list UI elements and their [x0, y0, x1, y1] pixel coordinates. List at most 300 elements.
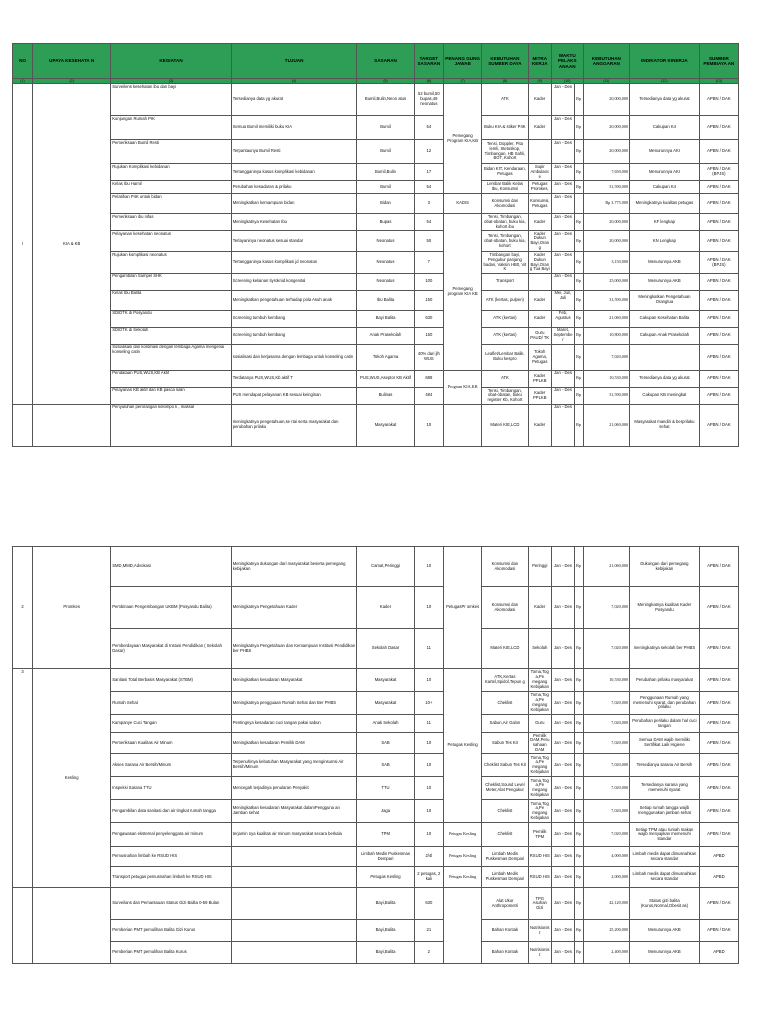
funding-source-cell: APBN / DAK (BPJS): [699, 164, 738, 181]
column-header: PENANG GUNG JAWAB: [444, 44, 482, 79]
table-row: [13, 231, 739, 252]
goal-cell: Meningkatkan kesadaran Masyarakat dalamPengguna an Jamban sehat: [231, 800, 357, 823]
schedule-cell: Jan - Des: [551, 733, 574, 754]
target-group-cell: Bumil,Bulin: [357, 164, 414, 181]
funding-source-cell: APBD: [699, 847, 738, 867]
target-count-cell: 10: [414, 823, 444, 847]
budget-cell: 7,020,000: [583, 733, 629, 754]
activity-cell: Surveilans dan Pemantauan Status Gizi Balita 0-59 Bulan: [111, 888, 231, 920]
funding-source-cell: APBN / DAK: [699, 181, 738, 194]
goal-cell: Meningkatnya pengguaan Rumah Sehat dan Ber PHBS: [231, 692, 357, 715]
partner-cell: [528, 273, 551, 290]
resource-cell: Tensi, Timbangan, obat-obatan, buku kia, kohort: [482, 231, 528, 252]
activity-cell: Pemusnahan limbah ke RSUD HIS: [111, 847, 231, 867]
currency-cell: Rp: [575, 116, 583, 140]
column-index: (5): [357, 79, 414, 84]
indicator-cell: Setiap rumah tangga wajib menggunakan jamban sehat: [630, 800, 700, 823]
indicator-cell: Tersedianya data yg akurat: [630, 370, 700, 387]
schedule-cell: Jan - Des: [551, 387, 574, 404]
schedule-cell: Jan - Des: [551, 754, 574, 777]
table-row: [13, 181, 739, 194]
budget-cell: 20,000,000: [583, 231, 629, 252]
column-header: SASARAN: [357, 44, 414, 79]
goal-cell: Tertangganinya kasus komplikasi jd neonatus: [231, 252, 357, 273]
currency-cell: Rp: [575, 754, 583, 777]
schedule-cell: [551, 344, 574, 370]
table-cell: [33, 404, 111, 446]
resource-cell: ATK: [482, 84, 528, 116]
table-cell: [13, 888, 33, 964]
column-index: (8): [482, 79, 528, 84]
target-count-cell: 10+: [414, 692, 444, 715]
funding-source-cell: APBN / DAK: [699, 84, 738, 116]
goal-cell: Perubahan kesadaran & prilaku: [231, 181, 357, 194]
activity-cell: Pemberian PMT pemulihan Balita Kurus: [111, 942, 231, 964]
resource-cell: ATK,Kertas Kartel,Spidol,Tepun g: [482, 669, 528, 692]
partner-cell: Pemilik TPM: [528, 823, 551, 847]
funding-source-cell: APBN / DAK: [699, 214, 738, 231]
goal-cell: terjamin nya kualitas air minum masyarakat secara berkala: [231, 823, 357, 847]
program-name: KIA & KB: [33, 84, 111, 405]
target-count-cell: 54: [414, 214, 444, 231]
target-count-cell: 10: [414, 777, 444, 800]
indicator-cell: KF lengkap: [630, 214, 700, 231]
budget-cell: 7,020,000: [583, 344, 629, 370]
target-group-cell: Bulinas: [357, 387, 414, 404]
budget-cell: 4,000,000: [583, 847, 629, 867]
budget-cell: 7,020,000: [583, 754, 629, 777]
schedule-cell: Jan - Des: [551, 181, 574, 194]
resource-cell: Materi KIE,LCD: [482, 404, 528, 446]
funding-source-cell: APBD: [699, 867, 738, 888]
target-count-cell: 3: [414, 194, 444, 214]
goal-cell: Meningkatnya Pengetahuan dan Kemampuan Institusi Pendidikan ber PHBS: [231, 629, 357, 669]
budget-cell: 20,000,000: [583, 116, 629, 140]
table-row: [13, 800, 739, 823]
goal-cell: Meningkatnya dukungan dari masyarakat beserta pemegang kebijakan: [231, 547, 357, 587]
target-count-cell: 7: [414, 252, 444, 273]
goal-cell: Terpantaunya Bumil Resti: [231, 140, 357, 164]
goal-cell: [231, 888, 357, 920]
column-header: TARGET SASARAN: [414, 44, 444, 79]
budget-cell: 10,530,000: [583, 669, 629, 692]
target-group-cell: Bumil: [357, 181, 414, 194]
table-row: [13, 715, 739, 733]
currency-cell: Rp: [575, 587, 583, 629]
partner-cell: Toma,Tog a,Pe megang Kebijakan: [528, 692, 551, 715]
budget-cell: 20,000,000: [583, 214, 629, 231]
schedule-cell: Jan - Des: [551, 547, 574, 587]
indicator-cell: Meningkatnya kualitas petugas: [630, 194, 700, 214]
activity-cell: Pemberdayaan Masyarakat di Instusi Pendidikan ( Sekolah Dasar): [111, 629, 231, 669]
column-index: (2): [33, 79, 111, 84]
resource-cell: Tensi, Timbangan, obat-obatan, buku register Kb, Kohort: [482, 387, 528, 404]
schedule-cell: Jan - Des: [551, 116, 574, 140]
budget-cell: 7,650,000: [583, 164, 629, 181]
funding-source-cell: APBN / DAK: [699, 733, 738, 754]
table-row: [13, 140, 739, 164]
indicator-cell: Cakupan KB meningkat: [630, 387, 700, 404]
indicator-cell: Cakupan Kesehatan Balita: [630, 310, 700, 327]
responsible-cell: Petugas Kesling: [444, 669, 482, 823]
column-index: (10): [551, 79, 583, 84]
goal-cell: PUS mendapat pelayanan KB sesuai keinginan: [231, 387, 357, 404]
target-group-cell: SAB: [357, 754, 414, 777]
funding-source-cell: APBN / DAK: [699, 231, 738, 252]
target-count-cell: 12: [414, 140, 444, 164]
target-count-cell: 10: [414, 547, 444, 587]
responsible-cell: Petugas Kesling: [444, 823, 482, 847]
funding-source-cell: APBN / DAK: [699, 290, 738, 310]
partner-cell: Kader: [528, 116, 551, 140]
budget-cell: 10,800,000: [583, 327, 629, 344]
table-row: [13, 777, 739, 800]
partner-cell: Kader PPLKB: [528, 387, 551, 404]
table-cell: [13, 404, 33, 446]
budget-cell: 7,020,000: [583, 629, 629, 669]
budget-cell: Rp 3.775.000: [583, 194, 629, 214]
currency-cell: Rp: [575, 290, 583, 310]
goal-cell: Tersedianya data yg akurat: [231, 84, 357, 116]
goal-cell: Tertangganinya kasus komplikasi kebidanan: [231, 164, 357, 181]
partner-cell: Kader: [528, 84, 551, 116]
target-count-cell: 150: [414, 327, 444, 344]
activity-cell: Transport petugas pemusnahan limbah ke RSUD HIS: [111, 867, 231, 888]
schedule-cell: Jan - Des: [551, 273, 574, 290]
column-index: (11): [583, 79, 629, 84]
target-count-cell: 150: [414, 290, 444, 310]
funding-source-cell: APBN / DAK: [699, 273, 738, 290]
table-row: [13, 669, 739, 692]
table-row: [13, 164, 739, 181]
schedule-cell: Jan - Des: [551, 231, 574, 252]
funding-source-cell: APBN / DAK: [699, 777, 738, 800]
indicator-cell: Menurunnya AKB: [630, 920, 700, 942]
column-header: NO: [13, 44, 33, 79]
target-group-cell: Bumil: [357, 116, 414, 140]
activity-cell: SDIDTK di Sekolah: [111, 327, 231, 344]
funding-source-cell: APBN / DAK: [699, 888, 738, 920]
activity-cell: Pelatihan P4K untuk bidan: [111, 194, 231, 214]
responsible-cell: Pemegang program KIA KB: [444, 214, 482, 371]
target-count-cell: 10: [414, 404, 444, 446]
partner-cell: [528, 140, 551, 164]
schedule-cell: Jan - Des: [551, 252, 574, 273]
table-row: [13, 214, 739, 231]
budget-cell: 7,020,000: [583, 800, 629, 823]
funding-source-cell: APBN / DAK: [699, 327, 738, 344]
schedule-cell: Jan - Des: [551, 823, 574, 847]
goal-cell: [231, 847, 357, 867]
budget-cell: 7,020,000: [583, 692, 629, 715]
column-header: KEBUTUHAN ANGGARAN: [583, 44, 629, 79]
target-group-cell: PUS,WUS,Aseptor KB Aktif: [357, 370, 414, 387]
activity-cell: Pembinaan Pengembangan UKBM (Posyandu Balita): [111, 587, 231, 629]
currency-cell: Rp: [575, 214, 583, 231]
column-index: (3): [111, 79, 231, 84]
table-row: [13, 847, 739, 867]
budget-cell: 31,590,000: [583, 290, 629, 310]
indicator-cell: Penggunaan Rumah yang memenuhi syarat, dan perubahan prilaku: [630, 692, 700, 715]
target-group-cell: Neonatus: [357, 252, 414, 273]
indicator-cell: Menurunnya AKB: [630, 942, 700, 964]
target-count-cell: 40% dari jlh WUS: [414, 344, 444, 370]
resource-cell: Konsumsi dan Akomodasi: [482, 194, 528, 214]
budget-cell: 42,120,000: [583, 888, 629, 920]
target-count-cell: 50: [414, 231, 444, 252]
column-header: KEGIATAN: [111, 44, 231, 79]
funding-source-cell: APBN / DAK: [699, 370, 738, 387]
table-row: [13, 344, 739, 370]
indicator-cell: Status gizi balita (Kurus,Normal,Obesit as): [630, 888, 700, 920]
currency-cell: Rp: [575, 387, 583, 404]
resource-cell: Konsumsi dan Akomodasi: [482, 547, 528, 587]
partner-cell: Pemilik DAM,Peru sahaan DAM: [530, 732, 550, 752]
partner-cell: Petugas Promkes,: [528, 181, 551, 194]
indicator-cell: Perubahan perilaku dalam hal cuci tangan: [630, 715, 700, 733]
funding-source-cell: APBN / DAK: [699, 587, 738, 629]
indicator-cell: KN Lengkap: [630, 231, 700, 252]
schedule-cell: Jan - Des: [551, 404, 574, 446]
currency-cell: Rp: [575, 181, 583, 194]
schedule-cell: Jan - Des: [551, 587, 574, 629]
column-index: (9): [528, 79, 551, 84]
goal-cell: Terpenuhinya kebutuhan Masyarakat yang menginsumsi Air Bersih/Minum: [231, 754, 357, 777]
partner-cell: Tokoh Agama, Petugas: [528, 344, 551, 370]
goal-cell: [231, 942, 357, 964]
activity-cell: Pengambilan Sampel SHK: [111, 273, 231, 290]
target-group-cell: Bumil: [357, 140, 414, 164]
goal-cell: Semua Bumil memiliki buku KIA: [231, 116, 357, 140]
activity-cell: Penyuluhan perorangan kelompo k , massal: [111, 404, 231, 446]
target-group-cell: Masyarakat: [357, 692, 414, 715]
schedule-cell: Maret, September: [551, 327, 574, 344]
partner-cell: TPG Asuhan Gizi: [528, 888, 551, 920]
target-count-cell: 2: [414, 942, 444, 964]
column-index: (4): [231, 79, 357, 84]
partner-cell: Guru: [528, 715, 551, 733]
currency-cell: Rp: [575, 847, 583, 867]
schedule-cell: Feb, Agustus: [551, 310, 574, 327]
schedule-cell: Jan - Des: [551, 692, 574, 715]
schedule-cell: Jan - Des: [551, 942, 574, 964]
column-index: (7): [444, 79, 482, 84]
activity-cell: Rujukan komplikasi neonatus: [111, 252, 231, 273]
funding-source-cell: APBN / DAK: [699, 715, 738, 733]
goal-cell: meningkatnya pengetahuan,se rtai serta masyarakat dan perubahan prilaku: [231, 404, 357, 446]
indicator-cell: meningkatnya sekolah ber PHBS: [630, 629, 700, 669]
target-count-cell: 11: [414, 629, 444, 669]
partner-cell: Toma,Tog a,Pe megang Kebijakan: [528, 800, 551, 823]
currency-cell: [575, 194, 583, 214]
column-index: (1): [13, 79, 33, 84]
resource-cell: Cheklist Sabun Tes Kit: [482, 754, 528, 777]
schedule-cell: Jan - Des: [551, 84, 574, 116]
schedule-cell: Mei, Jun, Juli: [551, 290, 574, 310]
row-number: I: [13, 84, 33, 405]
resource-cell: Sabun,Air Galon: [482, 715, 528, 733]
goal-cell: Meningkatkan pengetahuan terhadap pola Asuh anak: [231, 290, 357, 310]
currency-cell: Rp: [575, 669, 583, 692]
currency-cell: Rp: [575, 344, 583, 370]
partner-cell: Kader PPLKB: [528, 370, 551, 387]
target-group-cell: Bayi,Balita: [357, 888, 414, 920]
table-row: [13, 404, 739, 446]
activity-cell: Rumah Sehat: [111, 692, 231, 715]
target-count-cell: 54: [414, 181, 444, 194]
funding-source-cell: APBN / DAK: [699, 140, 738, 164]
resource-cell: Lembar Balik Kelas Ibu, Konsumsi: [482, 181, 528, 194]
resource-cell: Cheklist,Sound Level Meter,Alat Pengukur: [482, 777, 528, 800]
indicator-cell: Meningkatnya kualitas Kader Posyandu: [630, 587, 700, 629]
indicator-cell: Meningkatkan Pengetahuan Orangtua: [630, 290, 700, 310]
currency-cell: Rp: [575, 867, 583, 888]
funding-source-cell: APBN / DAK: [699, 669, 738, 692]
funding-source-cell: APBN / DAK: [699, 547, 738, 587]
responsible-cell: KADIS: [444, 194, 482, 214]
currency-cell: Rp: [575, 327, 583, 344]
table-row: [13, 823, 739, 847]
currency-cell: Rp: [575, 920, 583, 942]
partner-cell: RSUD HIS: [528, 847, 551, 867]
schedule-cell: Jan - Des: [551, 194, 574, 214]
table-row: [13, 888, 739, 920]
indicator-cell: Tersedianya sarana yang memenuhi syarat: [630, 777, 700, 800]
partner-cell: Toma,Tog a,Pe megang Kebijakan: [528, 754, 551, 777]
schedule-cell: Jan - Des: [551, 847, 574, 867]
column-header: MITRA KERJA: [528, 44, 551, 79]
goal-cell: [231, 867, 357, 888]
target-group-cell: Ibu Balita: [357, 290, 414, 310]
target-count-cell: 689: [414, 370, 444, 387]
budget-cell: 7,020,000: [583, 715, 629, 733]
column-index: (6): [414, 79, 444, 84]
schedule-cell: Jan - Des: [551, 214, 574, 231]
goal-cell: Pentingnya kesadaran cuci tangan pakai sabun: [231, 715, 357, 733]
goal-cell: Terdatanya PUS,WUS,Kb aktif T: [231, 370, 357, 387]
funding-source-cell: APBN / DAK: [699, 116, 738, 140]
currency-cell: Rp: [575, 404, 583, 446]
indicator-cell: Semua DAM wajib memiliki Sertifikat Laik Higiene: [630, 733, 700, 754]
indicator-cell: Menurunnya AKI: [630, 164, 700, 181]
schedule-cell: Jan - Des: [551, 920, 574, 942]
goal-cell: Meningkatnya Pengetahuan Kader: [231, 587, 357, 629]
resource-cell: Leaflet/Lembar Balik, Buku kespro: [482, 344, 528, 370]
funding-source-cell: APBN / DAK: [699, 920, 738, 942]
resource-cell: ATK (kertas): [482, 310, 528, 327]
indicator-cell: Setiap TPM atau rumah makan wajib menyajikan memenuhi standar: [630, 823, 700, 847]
resource-cell: Bidan KIT, Kendaraan, Petugas: [482, 164, 528, 181]
currency-cell: Rp: [575, 715, 583, 733]
goal-cell: Screening tumbuh kembang: [231, 310, 357, 327]
activity-cell: Pelayanan kesehatan neonatus: [111, 231, 231, 252]
target-count-cell: 484: [414, 387, 444, 404]
target-group-cell: Tokoh Agama: [357, 344, 414, 370]
activity-cell: Pemeriksaan Kualitas Air Minum: [111, 733, 231, 754]
indicator-cell: [630, 344, 700, 370]
indicator-cell: Tersedianya data yg akurat: [630, 84, 700, 116]
activity-cell: Pemberian PMT pemulihan Balita Gizi Kurus: [111, 920, 231, 942]
currency-cell: Rp: [575, 310, 583, 327]
program-name: Promkes: [33, 547, 111, 669]
table-row: [13, 692, 739, 715]
target-count-cell: 630: [414, 888, 444, 920]
schedule-cell: Jan - Des: [551, 800, 574, 823]
column-header: KEBUTUHAN SUMBER DAYA: [482, 44, 528, 79]
resource-cell: ATK (kertas, pulpen): [482, 290, 528, 310]
activity-cell: Pendataan PUS,WUS,KB Aktif: [111, 370, 231, 387]
funding-source-cell: APBN / DAK: [699, 800, 738, 823]
goal-cell: sosialisasi dan kerjasama dengan lembaga untuk konseling catin: [231, 344, 357, 370]
resource-cell: Limbah Medis Puskesmas Dempari: [482, 847, 528, 867]
target-count-cell: 10: [414, 669, 444, 692]
schedule-cell: Jan - Des: [551, 140, 574, 164]
budget-cell: 7,020,000: [583, 587, 629, 629]
partner-cell: Peringgi: [528, 547, 551, 587]
table-row: [13, 867, 739, 888]
target-count-cell: 11: [414, 715, 444, 733]
funding-source-cell: APBN / DAK: [699, 344, 738, 370]
column-header: WAKTU PELAKS ANAAN: [551, 44, 583, 79]
target-group-cell: Bayi,Balita: [357, 942, 414, 964]
schedule-cell: Jan - Des: [551, 629, 574, 669]
table-row: [13, 733, 739, 754]
activity-cell: Inspeksi Sarana TTU: [111, 777, 231, 800]
currency-cell: Rp: [575, 370, 583, 387]
target-group-cell: Bupas: [357, 214, 414, 231]
partner-cell: Guru PAUD/ TK: [528, 327, 551, 344]
budget-cell: 21,060,000: [583, 547, 629, 587]
target-count-cell: 17: [414, 164, 444, 181]
budget-cell: 21,060,000: [583, 310, 629, 327]
budget-cell: 2,000,000: [583, 867, 629, 888]
activity-cell: Pelayanan KB aktif dan KB pasca salin: [111, 387, 231, 404]
currency-cell: Rp: [575, 273, 583, 290]
target-group-cell: Bumil,Bulin,Neon atus: [357, 84, 414, 116]
target-count-cell: 21: [414, 920, 444, 942]
schedule-cell: Jan - Des: [551, 867, 574, 888]
funding-source-cell: APBN / DAK: [699, 629, 738, 669]
target-group-cell: Kader: [357, 587, 414, 629]
responsible-cell: PetugasPr omkes: [444, 547, 482, 669]
target-group-cell: Masyarakat: [357, 669, 414, 692]
table-row: [13, 116, 739, 140]
resource-cell: Bahan Kontak: [482, 920, 528, 942]
indicator-cell: Menurunnya AKB: [630, 273, 700, 290]
activity-cell: Kelas Ibu Balita: [111, 290, 231, 310]
activity-cell: Pemeriksaan Bumil Resti: [111, 140, 231, 164]
currency-cell: Rp: [575, 140, 583, 164]
target-group-cell: Camat,Peringgi: [357, 547, 414, 587]
resource-cell: Buku KIA & stiker P4K: [482, 116, 528, 140]
target-count-cell: 54: [414, 116, 444, 140]
goal-cell: Meningkatkan kesadaran Pemilik DAM: [231, 733, 357, 754]
currency-cell: Rp: [575, 888, 583, 920]
goal-cell: Mencegah terjadinya penularan Penyakit: [231, 777, 357, 800]
target-group-cell: Bayi Balita: [357, 310, 414, 327]
activity-cell: SMD,MMD,Advokasi: [111, 547, 231, 587]
table-row: [13, 310, 739, 327]
currency-cell: Rp: [575, 84, 583, 116]
funding-source-cell: APBN / DAK: [699, 404, 738, 446]
target-group-cell: Bayi,Balita: [357, 920, 414, 942]
currency-cell: Rp: [575, 547, 583, 587]
indicator-cell: Cakupan K4: [630, 181, 700, 194]
budget-cell: 3,150,000: [583, 252, 629, 273]
program-name: Kesling: [33, 669, 111, 888]
indicator-cell: Menurunnya AKB: [630, 252, 700, 273]
partner-cell: Kader: [528, 214, 551, 231]
